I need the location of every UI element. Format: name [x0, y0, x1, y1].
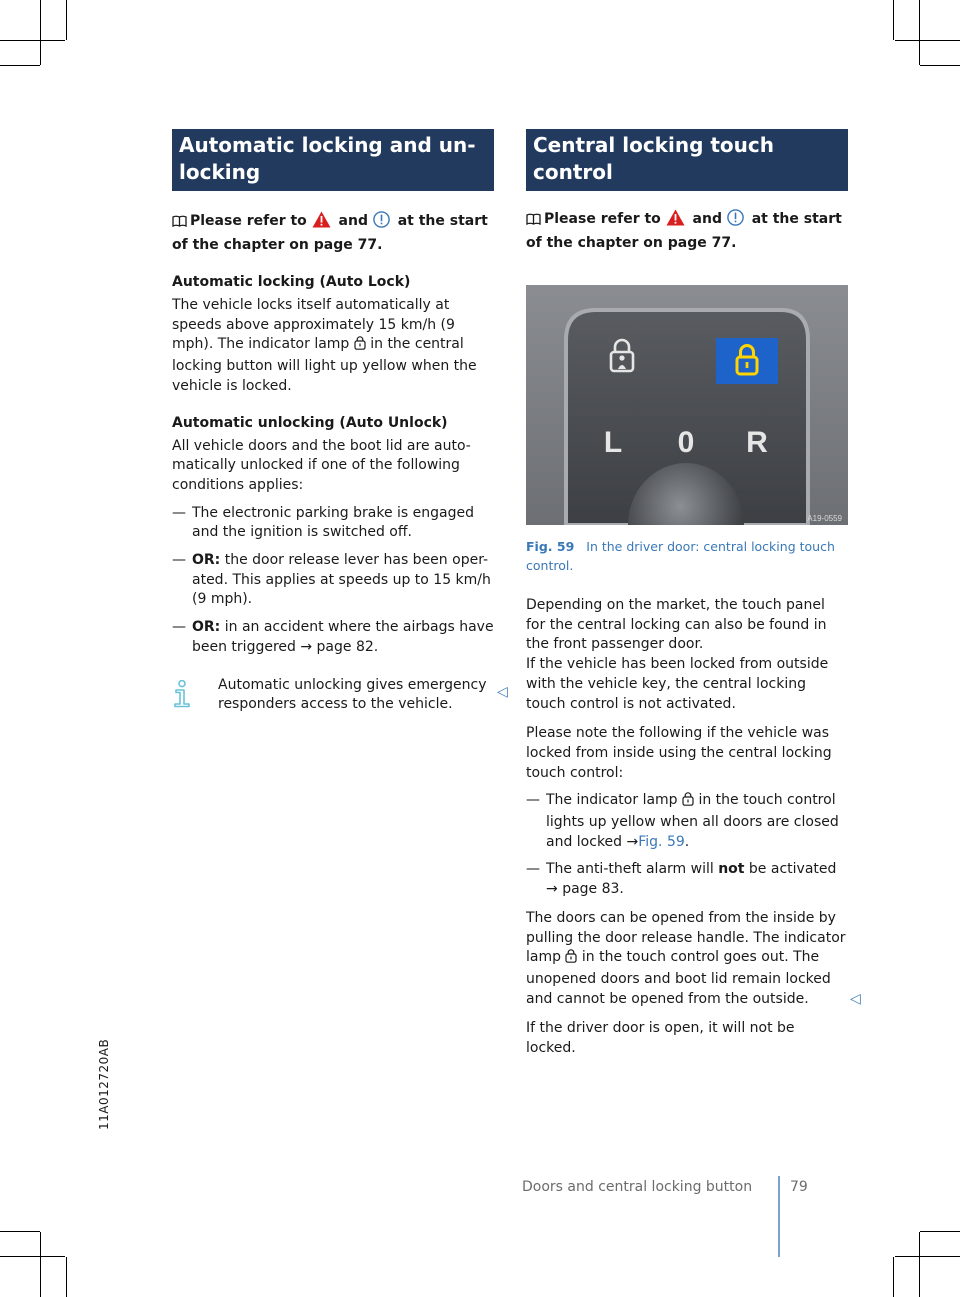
- footer-divider: [778, 1176, 780, 1257]
- label-left: L: [603, 426, 623, 459]
- paragraph: If the driver door is open, it will not be locked.: [526, 1020, 795, 1057]
- arrow-icon: →: [300, 638, 317, 655]
- touch-control-illustration: [526, 285, 848, 525]
- auto-lock-text: The vehicle locks itself automatically at speeds above approximately 15 km/h (9 mph). The indicator lamp in the central locking button will light up yellow when the vehicle is locked.: [172, 297, 477, 394]
- crop-mark: [0, 1231, 40, 1232]
- warning-icon: [666, 209, 685, 233]
- crop-mark: [893, 1257, 894, 1297]
- caution-icon: [373, 211, 390, 235]
- auto-unlock-text: All vehicle doors and the boot lid are auto-matically unlocked if one of the following conditions applies:: [172, 437, 471, 493]
- section-end-marker: ◁: [497, 684, 508, 700]
- book-icon: [526, 212, 541, 233]
- crop-mark: [0, 65, 40, 66]
- crop-mark: [66, 0, 67, 40]
- figure-caption: Fig. 59 In the driver door: central locking touch control.: [526, 539, 835, 573]
- paragraph: If the vehicle has been locked from outside with the vehicle key, the central locking touch control is not activated.: [526, 656, 829, 712]
- page-number: 79: [790, 1179, 808, 1195]
- label-right: R: [746, 426, 768, 459]
- page-82-link[interactable]: page 82.: [316, 638, 379, 655]
- arrow-icon: →: [546, 881, 563, 898]
- list-item: — The indicator lamp in the touch control lights up yellow when all doors are closed and locked →Fig. 59.: [526, 791, 848, 852]
- notes-list: [526, 791, 848, 900]
- fig-59-link[interactable]: Fig. 59: [638, 833, 685, 850]
- caution-icon: [727, 209, 744, 233]
- figure-touch-control-photo: [526, 285, 848, 525]
- crop-mark: [40, 1232, 41, 1297]
- paragraph: The doors can be opened from the inside by pulling the door release handle. The indicator lamp in the touch control goes out. The unopened doors and boot lid remain locked and cannot be opened from the outside.: [526, 909, 846, 1007]
- crop-mark: [919, 0, 920, 65]
- crop-mark: [919, 1232, 920, 1297]
- crop-mark: [0, 40, 65, 41]
- crop-mark: [920, 65, 960, 66]
- lock-lamp-icon: [565, 949, 577, 970]
- document-code: 11A012720AB: [97, 1038, 111, 1130]
- info-icon: [172, 680, 192, 715]
- crop-mark: [895, 1256, 960, 1257]
- section-heading-auto-locking: Automatic locking and un-locking: [172, 129, 494, 191]
- crop-mark: [66, 1257, 67, 1297]
- info-note: Automatic unlocking gives emergency responders access to the vehicle.: [172, 676, 494, 715]
- crop-mark: [893, 0, 894, 40]
- crop-mark: [0, 1256, 65, 1257]
- lock-lamp-icon: [682, 792, 694, 813]
- conditions-list: [172, 504, 494, 658]
- section-heading-touch-control: Central locking touch control: [526, 129, 848, 191]
- figure-code: A19-0559: [807, 514, 842, 523]
- refer-note: Please refer to and at the start of the chapter on page 77.: [526, 211, 842, 251]
- list-item: — The electronic parking brake is engaged and the ignition is switched off.: [172, 504, 494, 543]
- arrow-icon: →: [626, 833, 639, 850]
- section-end-marker: ◁: [850, 991, 861, 1007]
- lock-lamp-icon: [354, 336, 366, 357]
- list-item: — The anti-theft alarm will not be activated → page 83.: [526, 860, 848, 899]
- crop-mark: [40, 0, 41, 65]
- footer-section: Doors and central locking button: [522, 1179, 753, 1195]
- left-column: [172, 129, 494, 715]
- auto-unlock-title: Automatic unlocking (Auto Unlock): [172, 414, 448, 431]
- list-item: — OR: the door release lever has been oper-ated. This applies at speeds up to 15 km/h (9 mph).: [172, 551, 494, 610]
- right-column: [526, 129, 848, 1059]
- page-83-link[interactable]: page 83.: [562, 881, 624, 898]
- crop-mark: [895, 40, 960, 41]
- crop-mark: [920, 1231, 960, 1232]
- list-item: — OR: in an accident where the airbags have been triggered → page 82.: [172, 618, 494, 657]
- paragraph: Please note the following if the vehicle was locked from inside using the central locking touch control:: [526, 725, 832, 781]
- auto-lock-title: Automatic locking (Auto Lock): [172, 274, 411, 290]
- paragraph: Depending on the market, the touch panel for the central locking can also be found in the front passenger door.: [526, 597, 827, 653]
- warning-icon: [312, 211, 331, 235]
- book-icon: [172, 214, 187, 235]
- refer-note: Please refer to and at the start of the chapter on page 77.: [172, 213, 488, 253]
- label-zero: 0: [677, 426, 695, 459]
